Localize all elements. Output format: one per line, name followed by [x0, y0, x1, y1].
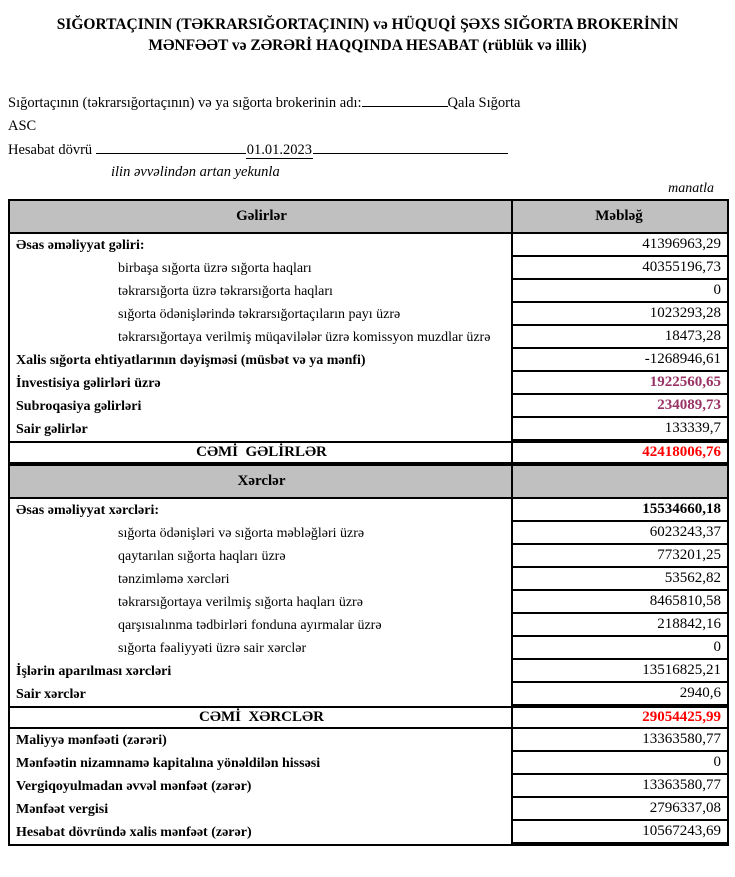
row-amount-cell [513, 349, 727, 372]
row-amount-cell [513, 280, 727, 303]
row-label-cell [10, 591, 513, 614]
row-label: təkrarsığorta üzrə təkrarsığorta haqları [118, 283, 333, 299]
row-label: Vergiqoyulmadan əvvəl mənfəət (zərər) [16, 778, 252, 794]
row-label: Mənfəət vergisi [16, 801, 109, 817]
row-label: Maliyyə mənfəəti (zərəri) [16, 732, 167, 748]
row-amount: 18473,28 [664, 328, 721, 344]
row-amount-cell [513, 660, 727, 683]
insurer-name-label: Sığortaçının (təkrarsığortaçının) və ya sığorta brokerinin adı: [8, 95, 362, 111]
section-title: Xərclər [237, 473, 286, 489]
row-label: Əsas əməliyyat xərcləri: [16, 502, 160, 518]
period-note: ilin əvvəlindən artan yekunla [111, 164, 280, 180]
row-amount: 0 [713, 639, 721, 655]
company-name: Qala Sığorta [447, 95, 521, 111]
currency-note: manatla [668, 181, 714, 196]
table-row [10, 499, 727, 522]
row-label: sığorta fəaliyyəti üzrə sair xərclər [118, 640, 307, 656]
report-table [8, 199, 729, 846]
row-amount-cell [513, 201, 727, 232]
row-amount: 1922560,65 [649, 374, 721, 390]
row-label-cell [10, 280, 513, 303]
row-amount-cell [513, 637, 727, 660]
row-label-cell [10, 349, 513, 372]
row-amount-cell [513, 234, 727, 257]
row-label-cell [10, 522, 513, 545]
row-amount-cell [513, 257, 727, 280]
table-row [10, 303, 727, 326]
row-label-cell [10, 418, 513, 441]
row-amount: -1268946,61 [644, 351, 721, 367]
row-label-cell [10, 466, 513, 497]
row-amount: 13516825,21 [642, 662, 721, 678]
row-amount: 133339,7 [664, 420, 721, 436]
table-row [10, 614, 727, 637]
row-amount: 41396963,29 [642, 236, 721, 252]
table-section-header-row [10, 201, 727, 234]
row-label-cell [10, 708, 513, 727]
table-row [10, 683, 727, 706]
row-amount-cell [513, 775, 727, 798]
row-amount-cell [513, 443, 727, 462]
table-row [10, 798, 727, 821]
row-amount: 53562,82 [664, 570, 721, 586]
report-title [0, 0, 735, 56]
row-label-cell [10, 729, 513, 752]
row-amount-cell [513, 395, 727, 418]
row-amount-cell [513, 614, 727, 637]
row-label: Sair xərclər [16, 686, 86, 702]
insurer-name-line [8, 91, 727, 115]
company-name-suffix: ASC [8, 118, 37, 134]
row-label-cell [10, 683, 513, 706]
table-row [10, 752, 727, 775]
report-title-line1: SIĞORTAÇININ (TƏKRARSIĞORTAÇININ) və HÜQUQİ ŞƏXS SIĞORTA BROKERİNİN [56, 16, 679, 33]
table-row [10, 395, 727, 418]
row-amount: 2796337,08 [649, 800, 721, 816]
report-period-line [8, 138, 727, 162]
total-label: CƏMİ GƏLİRLƏR [196, 444, 327, 460]
row-amount-cell [513, 708, 727, 727]
row-label-cell [10, 443, 513, 462]
row-label: Subroqasiya gəlirləri [16, 398, 142, 414]
row-amount: 218842,16 [657, 616, 721, 632]
row-amount-cell [513, 591, 727, 614]
row-label-cell [10, 568, 513, 591]
table-row [10, 280, 727, 303]
row-amount-cell [513, 303, 727, 326]
row-amount-cell [513, 326, 727, 349]
row-amount: 40355196,73 [642, 259, 721, 275]
row-label-cell [10, 545, 513, 568]
row-amount: 2940,6 [679, 685, 721, 701]
row-amount-cell [513, 499, 727, 522]
table-total-row [10, 706, 727, 729]
row-label-cell [10, 637, 513, 660]
row-amount: 0 [713, 754, 721, 770]
table-row [10, 372, 727, 395]
row-label: Xalis sığorta ehtiyatlarının dəyişməsi (müsbət və ya mənfi) [16, 352, 366, 368]
row-label-cell [10, 234, 513, 257]
row-label-cell [10, 257, 513, 280]
row-label: birbaşa sığorta üzrə sığorta haqları [118, 260, 312, 276]
section-title: Gəlirlər [236, 208, 287, 224]
row-amount-cell [513, 545, 727, 568]
row-label-cell [10, 372, 513, 395]
row-amount-cell [513, 466, 727, 497]
table-total-row [10, 441, 727, 464]
blank-line [313, 138, 508, 154]
row-amount-cell [513, 798, 727, 821]
row-amount: 10567243,69 [642, 823, 721, 839]
row-label: İnvestisiya gəlirləri üzrə [16, 375, 161, 391]
row-amount-cell [513, 729, 727, 752]
row-amount-cell [513, 522, 727, 545]
row-label: təkrarsığortaya verilmiş müqavilələr üzrə komissyon muzdlar üzrə [118, 329, 491, 345]
row-label: təkrarsığortaya verilmiş sığorta haqları üzrə [118, 594, 363, 610]
row-label-cell [10, 660, 513, 683]
row-label: sığorta ödənişləri və sığorta məbləğləri üzrə [118, 525, 365, 541]
row-label-cell [10, 303, 513, 326]
table-row [10, 660, 727, 683]
row-label: Sair gəlirlər [16, 421, 88, 437]
row-label: İşlərin aparılması xərcləri [16, 663, 172, 679]
row-label: Mənfəətin nizamnamə kapitalına yönəldilən hissəsi [16, 755, 321, 771]
row-label-cell [10, 614, 513, 637]
row-amount: 234089,73 [657, 397, 721, 413]
row-label-cell [10, 752, 513, 775]
table-row [10, 729, 727, 752]
row-amount: 15534660,18 [642, 501, 721, 517]
row-amount-cell [513, 372, 727, 395]
row-amount-cell [513, 418, 727, 441]
row-amount: 6023243,37 [649, 524, 721, 540]
table-row [10, 821, 727, 844]
row-amount: 8465810,58 [649, 593, 721, 609]
total-amount: 29054425,99 [642, 709, 721, 725]
report-title-line2: MƏNFƏƏT və ZƏRƏRİ HAQQINDA HESABAT (rüblük və illik) [148, 37, 587, 54]
total-amount: 42418006,76 [642, 444, 721, 460]
row-label-cell [10, 499, 513, 522]
row-amount-cell [513, 683, 727, 706]
row-amount: 0 [713, 282, 721, 298]
row-amount-cell [513, 568, 727, 591]
table-row [10, 591, 727, 614]
row-amount: 13363580,77 [642, 731, 721, 747]
table-row [10, 326, 727, 349]
table-row [10, 522, 727, 545]
row-label-cell [10, 395, 513, 418]
table-row [10, 775, 727, 798]
table-row [10, 349, 727, 372]
row-label-cell [10, 821, 513, 844]
row-label: Hesabat dövründə xalis mənfəət (zərər) [16, 824, 252, 840]
period-value: 01.01.2023 [246, 142, 313, 158]
report-meta [8, 91, 727, 197]
table-row [10, 257, 727, 280]
total-label: CƏMİ XƏRCLƏR [199, 709, 324, 725]
row-label: qarşısıalınma tədbirləri fonduna ayırmalar üzrə [118, 617, 382, 633]
row-label-cell [10, 326, 513, 349]
row-amount: 1023293,28 [649, 305, 721, 321]
table-row [10, 418, 727, 441]
blank-line [362, 91, 448, 107]
row-amount-cell [513, 821, 727, 844]
row-label: Əsas əməliyyat gəliri: [16, 237, 145, 253]
row-amount-cell [513, 752, 727, 775]
row-label-cell [10, 798, 513, 821]
blank-line [96, 138, 246, 154]
row-label: sığorta ödənişlərində təkrarsığortaçıların payı üzrə [118, 306, 401, 322]
table-row [10, 568, 727, 591]
row-label-cell [10, 201, 513, 232]
period-label: Hesabat dövrü [8, 142, 93, 158]
row-label-cell [10, 775, 513, 798]
row-amount: 13363580,77 [642, 777, 721, 793]
table-section-header-row [10, 464, 727, 499]
amount-column-header: Məbləğ [595, 208, 643, 224]
table-row [10, 637, 727, 660]
table-row [10, 234, 727, 257]
row-label: tənzimləmə xərcləri [118, 571, 230, 587]
row-label: qaytarılan sığorta haqları üzrə [118, 548, 286, 564]
row-amount: 773201,25 [657, 547, 721, 563]
company-name-wrap-line [8, 115, 727, 138]
table-row [10, 545, 727, 568]
